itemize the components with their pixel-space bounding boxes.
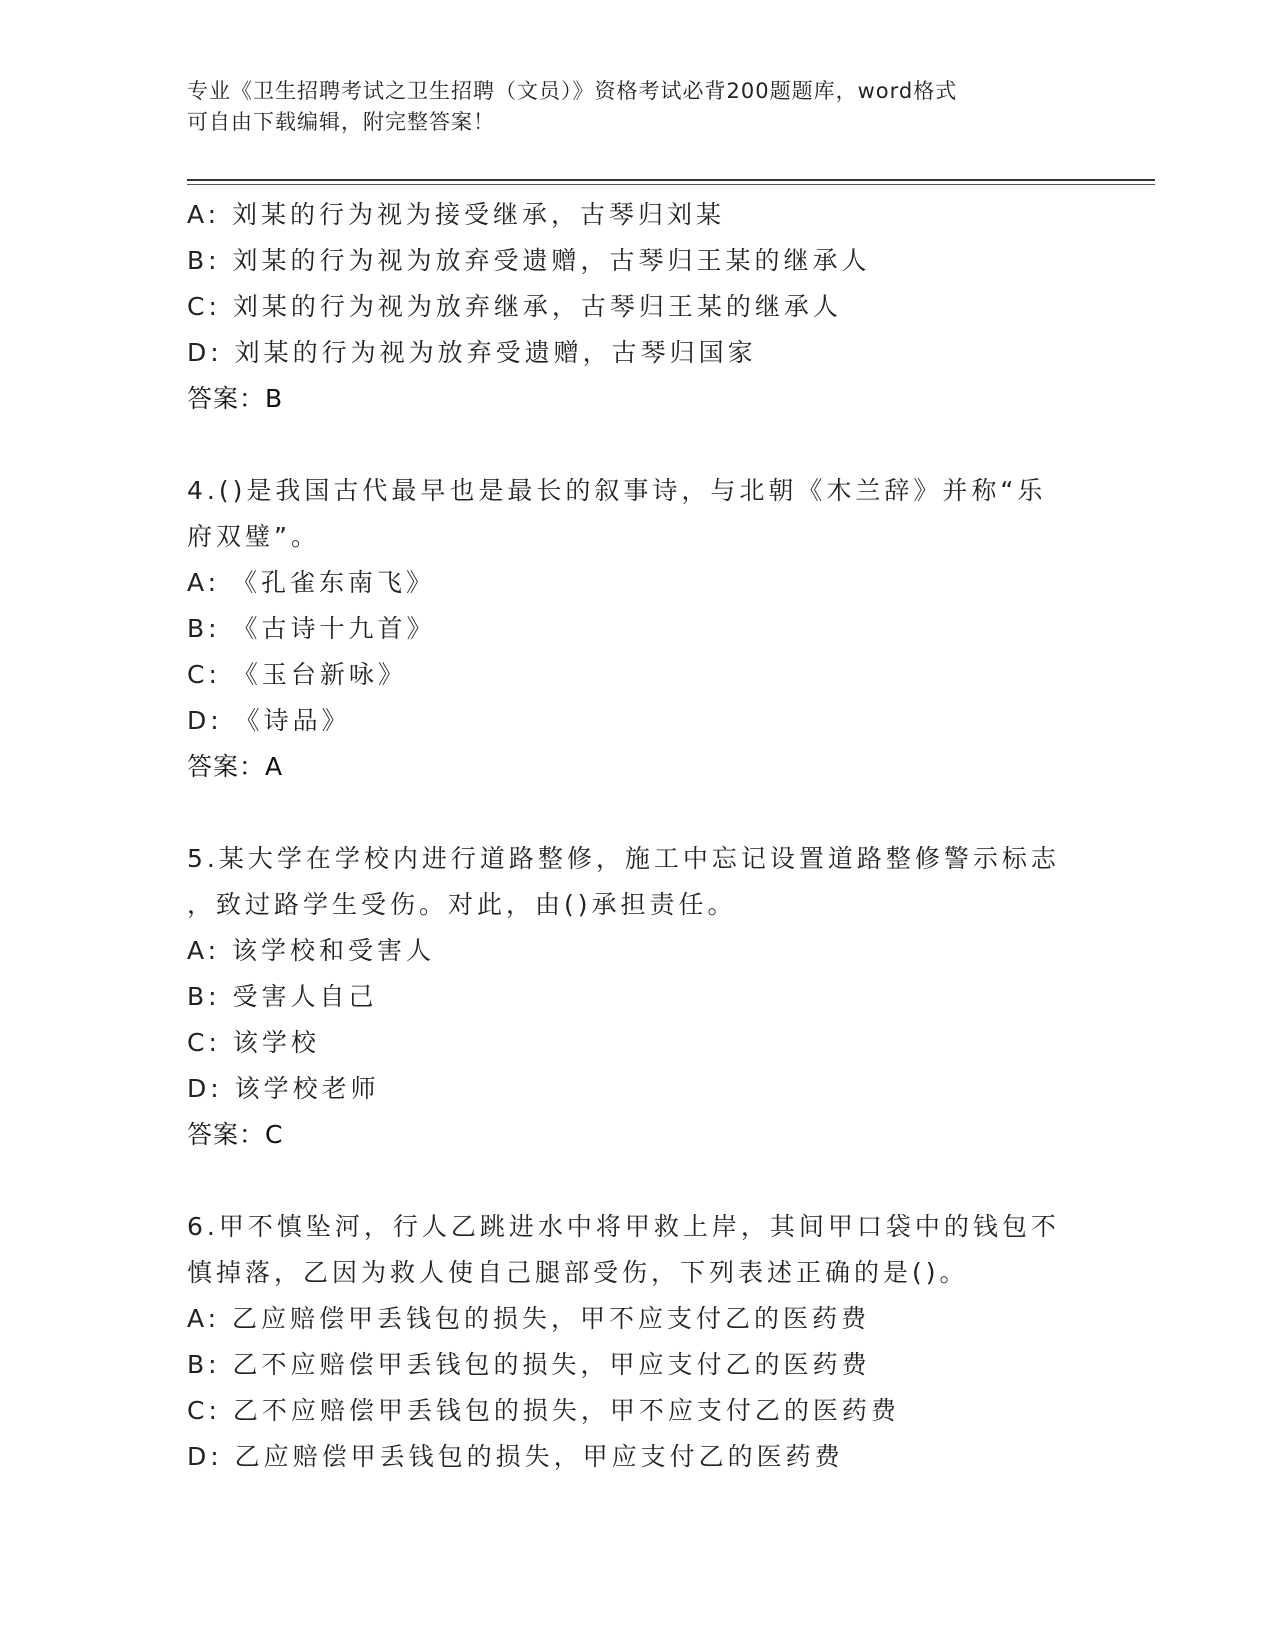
question-4 [187,468,1067,790]
option-d: D: 该学校老师 [187,1074,380,1103]
question-stem-line: 4.()是我国古代最早也是最长的叙事诗，与北朝《木兰辞》并称“乐 [187,476,1047,505]
question-stem-line: 5.某大学在学校内进行道路整修，施工中忘记设置道路整修警示标志 [187,844,1060,873]
question-stem-line: ，致过路学生受伤。对此，由()承担责任。 [187,890,737,919]
option-a: A: 刘某的行为视为接受继承，古琴归刘某 [187,200,726,229]
spacer [187,790,1067,836]
spacer [187,1158,1067,1204]
option-b: B: 《古诗十九首》 [187,614,436,643]
header-divider-thin [187,184,1155,185]
option-a: A: 该学校和受害人 [187,936,436,965]
header-divider-thick [187,179,1155,181]
option-a: A: 《孔雀东南飞》 [187,568,436,597]
question-list [187,192,1067,1480]
option-c: C: 《玉台新咏》 [187,660,407,689]
option-c: C: 刘某的行为视为放弃继承，古琴归王某的继承人 [187,292,842,321]
spacer [187,422,1067,468]
question-stem-line: 府双璧”。 [187,522,320,551]
question-stem [187,468,1067,560]
document-header [187,76,1067,138]
option-d: D: 《诗品》 [187,706,351,735]
answer-label: 答案：C [187,1120,284,1149]
answer-label: 答案：A [187,752,284,781]
question-3 [187,192,1067,422]
option-a: A: 乙应赔偿甲丢钱包的损失，甲不应支付乙的医药费 [187,1304,871,1333]
option-b: B: 刘某的行为视为放弃受遗赠，古琴归王某的继承人 [187,246,871,275]
answer-label: 答案：B [187,384,284,413]
option-d: D: 乙应赔偿甲丢钱包的损失，甲应支付乙的医药费 [187,1442,844,1471]
question-6 [187,1204,1067,1480]
header-title-line-1: 专业《卫生招聘考试之卫生招聘（文员）》资格考试必背200题题库，word格式 [187,79,958,103]
question-5 [187,836,1067,1158]
question-stem-line: 慎掉落，乙因为救人使自己腿部受伤，下列表述正确的是()。 [187,1258,969,1287]
question-stem [187,1204,1067,1296]
option-d: D: 刘某的行为视为放弃受遗赠，古琴归国家 [187,338,757,367]
option-b: B: 受害人自己 [187,982,378,1011]
question-stem-line: 6.甲不慎坠河，行人乙跳进水中将甲救上岸，其间甲口袋中的钱包不 [187,1212,1060,1241]
question-stem [187,836,1067,928]
option-c: C: 乙不应赔偿甲丢钱包的损失，甲不应支付乙的医药费 [187,1396,900,1425]
option-c: C: 该学校 [187,1028,320,1057]
option-b: B: 乙不应赔偿甲丢钱包的损失，甲应支付乙的医药费 [187,1350,871,1379]
header-title-line-2: 可自由下载编辑，附完整答案！ [187,110,495,134]
